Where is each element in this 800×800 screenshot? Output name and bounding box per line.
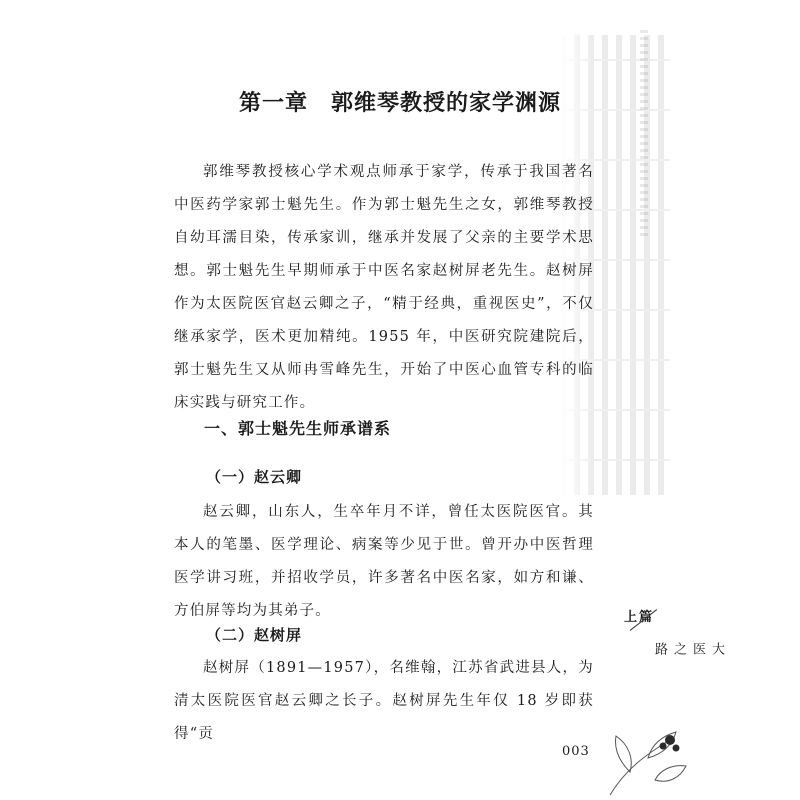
intro-paragraph-block [174, 156, 594, 420]
zhao-yunqing-paragraph-block [174, 496, 594, 628]
side-section-tab [624, 606, 724, 658]
zhao-yunqing-paragraph: 赵云卿，山东人，生卒年月不详，曾任太医院医官。其本人的笔墨、医学理论、病案等少见于世。曾开办中医哲理医学讲习班，并招收学员，许多著名中医名家，如方和谦、方伯屏等均为其弟子。 [174, 504, 594, 619]
zhao-shuping-paragraph-block [174, 652, 594, 751]
section-title: 一、郭士魁先生师承谱系 [204, 419, 392, 438]
chapter-title: 第一章 郭维琴教授的家学渊源 [238, 91, 561, 116]
intro-paragraph: 郭维琴教授核心学术观点师承于家学，传承于我国著名中医药学家郭士魁先生。作为郭士魁先生之女，郭维琴教授自幼耳濡目染，传承家训，继承并发展了父亲的主要学术思想。郭士魁先生早期师承于中医名家赵树屏老先生。赵树屏作为太医院医官赵云卿之子，“精于经典，重视医史”，不仅继承家学，医术更加精纯。1955 年，中医研究院建院后，郭士魁先生又从师冉雪峰先生，开始了中医心血管专科的临床实践与研究工作。 [174, 164, 594, 411]
side-tab-part-label: 上篇 [624, 610, 655, 625]
zhao-shuping-paragraph: 赵树屏（1891—1957），名维翰，江苏省武进县人，为清太医院医官赵云卿之长子。赵树屏先生年仅 18 岁即获得“贡 [174, 660, 594, 742]
bleed-through-strip [640, 30, 648, 240]
side-tab-subtitle: 大医之路 [652, 642, 724, 658]
page-number: 003 [562, 744, 590, 759]
floral-ornament-icon [600, 700, 690, 800]
subsection-title-zhao-yunqing: （一）赵云卿 [206, 468, 303, 486]
subsection-title-zhao-shuping: （二）赵树屏 [206, 626, 303, 644]
